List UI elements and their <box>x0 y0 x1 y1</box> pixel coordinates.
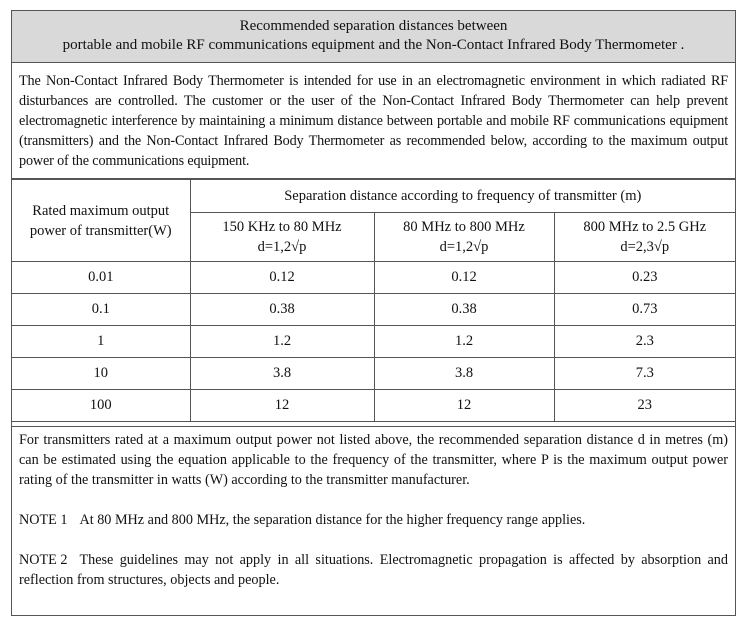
title-line-1: Recommended separation distances between <box>239 18 508 34</box>
distance-cell: 3.8 <box>374 358 554 390</box>
note-1 <box>19 510 728 530</box>
document-frame <box>11 10 736 616</box>
table-row <box>12 294 735 326</box>
table-row <box>12 326 735 358</box>
frequency-column-header <box>374 213 554 262</box>
table-row <box>12 390 735 422</box>
distance-cell: 1.2 <box>190 326 374 358</box>
distance-formula: d=1,2√p <box>439 239 489 255</box>
distance-cell: 0.12 <box>374 262 554 294</box>
separation-distance-table <box>12 179 735 422</box>
power-cell: 0.01 <box>12 262 190 294</box>
power-header-line-2: power of transmitter(W) <box>29 222 172 239</box>
distance-group-header: Separation distance according to frequency of transmitter (m) <box>190 180 735 213</box>
estimation-paragraph: For transmitters rated at a maximum output power not listed above, the recommended separation distance d in metres (m) can be estimated using the equation applicable to the frequency of the transmitter, where P is the maximum output power rating of the transmitter in watts (W) according to the transmitter manufacturer. <box>19 432 728 488</box>
distance-cell: 7.3 <box>554 358 735 390</box>
distance-cell: 0.12 <box>190 262 374 294</box>
footer-notes <box>12 426 735 610</box>
power-header-line-1: Rated maximum output <box>32 202 170 219</box>
note-1-text: At 80 MHz and 800 MHz, the separation distance for the higher frequency range applies. <box>79 512 586 528</box>
note-1-label: NOTE 1 <box>19 512 68 528</box>
distance-cell: 0.38 <box>190 294 374 326</box>
distance-cell: 0.38 <box>374 294 554 326</box>
power-cell: 1 <box>12 326 190 358</box>
distance-cell: 3.8 <box>190 358 374 390</box>
title-banner <box>12 11 735 63</box>
distance-formula: d=1,2√p <box>257 239 307 255</box>
distance-cell: 23 <box>554 390 735 422</box>
frequency-range: 800 MHz to 2.5 GHz <box>583 219 707 235</box>
distance-formula: d=2,3√p <box>620 239 670 255</box>
distance-cell: 0.23 <box>554 262 735 294</box>
power-cell: 100 <box>12 390 190 422</box>
frequency-column-header <box>190 213 374 262</box>
intro-paragraph: The Non-Contact Infrared Body Thermometer is intended for use in an electromagnetic environment in which radiated RF disturbances are controlled. The customer or the user of the Non-Contact Infrared Body Thermometer can help prevent electromagnetic interference by maintaining a minimum distance between portable and mobile RF communications equipment (transmitters) and the Non-Contact Infrared Body Thermometer as recommended below, according to the maximum output power of the communications equipment. <box>12 64 735 179</box>
frequency-range: 80 MHz to 800 MHz <box>403 219 525 235</box>
frequency-range: 150 KHz to 80 MHz <box>222 219 342 235</box>
note-2 <box>19 550 728 590</box>
power-cell: 10 <box>12 358 190 390</box>
table-row <box>12 262 735 294</box>
table-row <box>12 358 735 390</box>
distance-cell: 1.2 <box>374 326 554 358</box>
distance-cell: 0.73 <box>554 294 735 326</box>
note-2-label: NOTE 2 <box>19 552 68 568</box>
power-column-header <box>12 180 190 262</box>
power-cell: 0.1 <box>12 294 190 326</box>
distance-cell: 12 <box>374 390 554 422</box>
frequency-column-header <box>554 213 735 262</box>
note-2-text: These guidelines may not apply in all situations. Electromagnetic propagation is affected by absorption and reflection from structures, objects and people. <box>19 552 728 588</box>
title-line-2: portable and mobile RF communications equipment and the Non-Contact Infrared Body Thermometer . <box>62 37 685 53</box>
distance-cell: 2.3 <box>554 326 735 358</box>
distance-cell: 12 <box>190 390 374 422</box>
